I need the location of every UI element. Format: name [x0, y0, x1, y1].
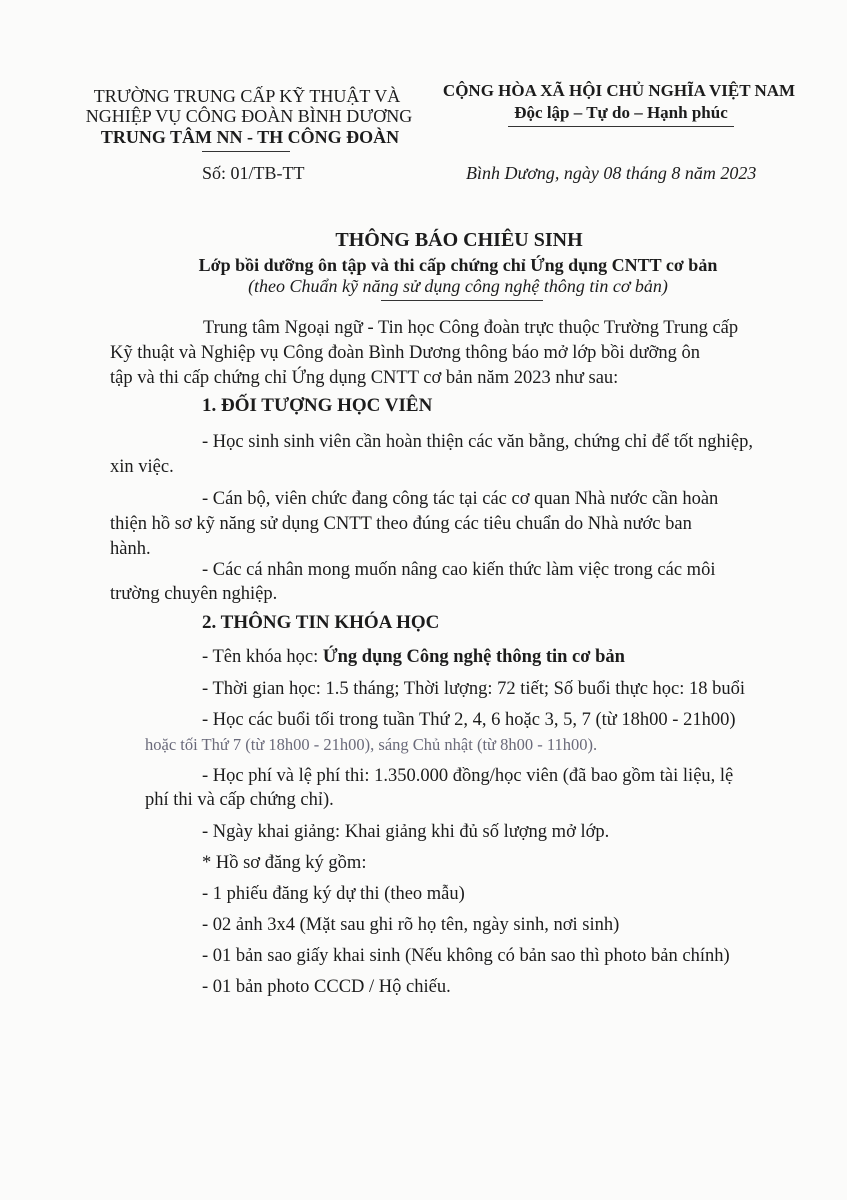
school-name-line1: TRƯỜNG TRUNG CẤP KỸ THUẬT VÀ: [93, 86, 401, 106]
section1-heading: 1. ĐỐI TƯỢNG HỌC VIÊN: [202, 395, 433, 416]
course-schedule-line1: - Học các buổi tối trong tuần Thứ 2, 4, 6 hoặc 3, 5, 7 (từ 18h00 - 21h00): [202, 710, 736, 730]
page-subtitle: Lớp bồi dưỡng ôn tập và thi cấp chứng chỉ Ứng dụng CNTT cơ bản: [198, 255, 718, 275]
section1-item3-line2: trường chuyên nghiệp.: [110, 584, 278, 604]
school-name-line2: NGHIỆP VỤ CÔNG ĐOÀN BÌNH DƯƠNG: [85, 106, 413, 126]
registration-doc-item: - 1 phiếu đăng ký dự thi (theo mẫu): [202, 884, 465, 904]
section1-item2-line3: hành.: [110, 539, 151, 559]
section1-item1-line1: - Học sinh sinh viên cần hoàn thiện các văn bằng, chứng chỉ để tốt nghiệp,: [202, 432, 753, 452]
intro-line1: Trung tâm Ngoại ngữ - Tin học Công đoàn trực thuộc Trường Trung cấp: [203, 318, 739, 338]
registration-docs-heading: * Hồ sơ đăng ký gồm:: [202, 853, 367, 873]
course-fee-line2: phí thi và cấp chứng chỉ).: [145, 790, 334, 810]
header-right-underline: [508, 126, 734, 127]
course-name-value: Ứng dụng Công nghệ thông tin cơ bản: [322, 647, 625, 667]
national-motto: Độc lập – Tự do – Hạnh phúc: [514, 103, 728, 122]
registration-doc-item: - 01 bản sao giấy khai sinh (Nếu không có bản sao thì photo bản chính): [202, 946, 730, 966]
national-title: CỘNG HÒA XÃ HỘI CHỦ NGHĨA VIỆT NAM: [442, 81, 796, 100]
registration-doc-item: - 02 ảnh 3x4 (Mặt sau ghi rõ họ tên, ngày sinh, nơi sinh): [202, 915, 620, 935]
course-schedule-line2: hoặc tối Thứ 7 (từ 18h00 - 21h00), sáng Chủ nhật (từ 8h00 - 11h00).: [145, 735, 598, 754]
course-duration: - Thời gian học: 1.5 tháng; Thời lượng: 72 tiết; Số buổi thực học: 18 buổi: [202, 679, 746, 699]
section1-item3-line1: - Các cá nhân mong muốn nâng cao kiến thức làm việc trong các môi: [202, 560, 716, 580]
section2-heading: 2. THÔNG TIN KHÓA HỌC: [202, 612, 440, 633]
page-subtitle-note: (theo Chuẩn kỹ năng sử dụng công nghệ thông tin cơ bản): [248, 276, 668, 296]
document-date: Bình Dương, ngày 08 tháng 8 năm 2023: [466, 163, 757, 183]
title-underline: [381, 300, 543, 301]
document-number: Số: 01/TB-TT: [202, 163, 305, 183]
registration-doc-item: - 01 bản photo CCCD / Hộ chiếu.: [202, 977, 451, 997]
course-name-line: [202, 643, 625, 672]
intro-line2: Kỹ thuật và Nghiệp vụ Công đoàn Bình Dương thông báo mở lớp bồi dưỡng ôn: [110, 343, 700, 363]
section1-item1-line2: xin việc.: [110, 457, 174, 477]
section1-item2-line2: thiện hồ sơ kỹ năng sử dụng CNTT theo đúng các tiêu chuẩn do Nhà nước ban: [110, 514, 692, 534]
center-name: TRUNG TÂM NN - TH CÔNG ĐOÀN: [100, 127, 400, 147]
header-left-underline: [202, 151, 290, 152]
section1-item2-line1: - Cán bộ, viên chức đang công tác tại các cơ quan Nhà nước cần hoàn: [202, 489, 719, 509]
intro-line3: tập và thi cấp chứng chỉ Ứng dụng CNTT cơ bản năm 2023 như sau:: [110, 368, 619, 388]
course-fee-line1: - Học phí và lệ phí thi: 1.350.000 đồng/học viên (đã bao gồm tài liệu, lệ: [202, 766, 734, 786]
course-name-label: - Tên khóa học:: [202, 647, 323, 667]
course-opening-date: - Ngày khai giảng: Khai giảng khi đủ số lượng mở lớp.: [202, 822, 610, 842]
page-title: THÔNG BÁO CHIÊU SINH: [335, 229, 583, 251]
